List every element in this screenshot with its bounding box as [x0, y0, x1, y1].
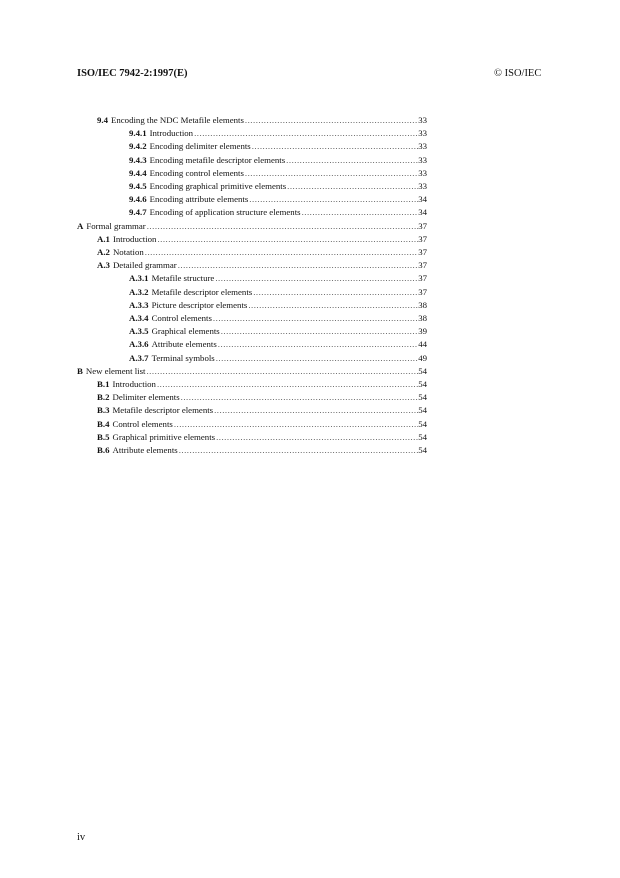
toc-entry: [77, 220, 427, 233]
toc-entry-number: A.3.6: [129, 339, 149, 350]
toc-entry: [129, 167, 427, 180]
toc-leader-dots: [213, 404, 418, 417]
toc-entry: [129, 299, 427, 312]
toc-entry-number: 9.4.5: [129, 181, 147, 191]
toc-entry-title: Control elements: [151, 313, 212, 323]
toc-entry: [97, 418, 427, 431]
toc-leader-dots: [178, 444, 419, 457]
toc-entry-number: B: [77, 365, 83, 376]
toc-entry-page: 54: [418, 418, 427, 429]
toc-entry-number: A.2: [97, 247, 110, 257]
toc-leader-dots: [251, 140, 418, 153]
toc-entry-number: B.3: [97, 405, 110, 416]
toc-leader-dots: [217, 338, 418, 351]
toc-entry: [97, 404, 427, 417]
toc-entry: [97, 259, 427, 272]
toc-entry-number: A.3.3: [129, 299, 149, 310]
toc-entry: [129, 193, 427, 206]
toc-entry-number: A.3.1: [129, 273, 149, 284]
toc-entry-title: Terminal symbols: [151, 352, 215, 363]
toc-entry-title: Encoding delimiter elements: [149, 141, 251, 152]
toc-entry-page: 37: [418, 220, 427, 231]
toc-entry-number: B.5: [97, 431, 110, 442]
toc-leader-dots: [248, 193, 418, 206]
toc-entry-number: B.4: [97, 418, 110, 429]
toc-entry-title: Introduction: [112, 233, 157, 244]
toc-entry-title: Encoding metafile descriptor elements: [149, 154, 286, 165]
toc-entry: [129, 154, 427, 167]
toc-entry-page: 37: [418, 273, 427, 284]
toc-entry-number: A.3.7: [129, 352, 149, 363]
toc-leader-dots: [244, 114, 418, 127]
toc-entry-page: 38: [418, 299, 427, 310]
toc-leader-dots: [145, 365, 418, 378]
toc-entry: [97, 444, 427, 457]
toc-leader-dots: [173, 418, 418, 431]
toc-entry-page: 33: [418, 154, 427, 165]
toc-entry-number: A: [77, 220, 84, 231]
toc-entry-number: 9.4.1: [129, 128, 147, 139]
toc-entry-page: 33: [418, 115, 427, 125]
toc-entry-title: Control elements: [112, 418, 173, 429]
toc-entry: [129, 325, 427, 338]
toc-entry-number: A.3: [97, 260, 110, 271]
toc-leader-dots: [252, 286, 418, 299]
toc-leader-dots: [193, 127, 418, 140]
toc-leader-dots: [286, 180, 418, 193]
toc-entry-page: 44: [418, 339, 427, 350]
toc-leader-dots: [146, 220, 418, 233]
toc-entry-page: 54: [418, 431, 427, 442]
toc-leader-dots: [301, 206, 419, 219]
toc-entry-title: Delimiter elements: [112, 392, 180, 403]
toc-entry-number: 9.4.4: [129, 167, 147, 178]
toc-leader-dots: [180, 391, 419, 404]
toc-entry-page: 37: [418, 247, 427, 257]
toc-entry-title: Graphical elements: [151, 326, 220, 337]
toc-entry-page: 38: [418, 313, 427, 323]
toc-entry: [129, 127, 427, 140]
toc-entry-number: 9.4.6: [129, 194, 147, 205]
toc-leader-dots: [244, 167, 418, 180]
toc-entry-title: Metafile descriptor elements: [151, 286, 253, 297]
toc-entry-page: 39: [418, 326, 427, 337]
toc-entry-page: 34: [418, 207, 427, 218]
toc-entry-number: 9.4.2: [129, 141, 147, 152]
toc-leader-dots: [212, 312, 418, 325]
toc-entry-page: 37: [418, 233, 427, 244]
toc-entry-number: 9.4: [97, 115, 108, 125]
toc-entry-number: B.2: [97, 392, 110, 403]
toc-entry-title: Notation: [112, 247, 144, 257]
toc-entry-title: Picture descriptor elements: [151, 299, 248, 310]
toc-leader-dots: [220, 325, 418, 338]
toc-entry: [97, 114, 427, 127]
toc-entry-title: Encoding graphical primitive elements: [149, 181, 287, 191]
toc-entry-page: 33: [418, 128, 427, 139]
toc-entry-number: A.3.5: [129, 326, 149, 337]
toc-entry: [97, 233, 427, 246]
toc-entry: [129, 206, 427, 219]
toc-entry-number: B.6: [97, 445, 110, 455]
toc-entry-page: 34: [418, 194, 427, 205]
document-standard-number: ISO/IEC 7942-2:1997(E): [77, 68, 188, 79]
toc-entry: [129, 180, 427, 193]
toc-entry: [129, 140, 427, 153]
toc-entry-page: 33: [418, 141, 427, 152]
toc-entry-page: 37: [418, 286, 427, 297]
toc-leader-dots: [214, 272, 418, 285]
toc-entry-title: Metafile descriptor elements: [112, 405, 214, 416]
toc-entry-page: 54: [418, 365, 427, 376]
toc-entry-page: 37: [418, 260, 427, 271]
toc-entry: [97, 378, 427, 391]
toc-entry-title: Detailed grammar: [112, 260, 177, 271]
toc-leader-dots: [247, 299, 418, 312]
toc-leader-dots: [156, 233, 418, 246]
toc-entry: [129, 286, 427, 299]
toc-leader-dots: [215, 352, 418, 365]
toc-entry-title: Attribute elements: [112, 445, 178, 455]
toc-entry-page: 33: [418, 167, 427, 178]
toc-entry: [129, 338, 427, 351]
copyright-notice: © ISO/IEC: [494, 68, 542, 79]
toc-entry-title: Encoding attribute elements: [149, 194, 249, 205]
toc-entry: [77, 365, 427, 378]
toc-entry: [97, 431, 427, 444]
toc-leader-dots: [156, 378, 418, 391]
toc-entry-title: Introduction: [112, 379, 156, 389]
toc-entry: [97, 246, 427, 259]
toc-entry-page: 33: [418, 181, 427, 191]
toc-leader-dots: [285, 154, 418, 167]
toc-entry-number: A.3.4: [129, 313, 149, 323]
toc-entry-page: 54: [418, 392, 427, 403]
toc-entry-page: 54: [418, 405, 427, 416]
toc-entry-title: New element list: [85, 365, 146, 376]
toc-entry-title: Encoding control elements: [149, 167, 244, 178]
toc-entry-title: Attribute elements: [151, 339, 217, 350]
toc-entry: [129, 352, 427, 365]
toc-entry-page: 49: [418, 352, 427, 363]
toc-entry-title: Encoding the NDC Metafile elements: [111, 115, 244, 125]
toc-entry: [97, 391, 427, 404]
toc-leader-dots: [177, 259, 419, 272]
toc-entry: [129, 312, 427, 325]
toc-entry-title: Graphical primitive elements: [112, 431, 216, 442]
toc-entry-number: A.1: [97, 233, 110, 244]
toc-entry-title: Introduction: [149, 128, 194, 139]
toc-entry: [129, 272, 427, 285]
page-number: iv: [77, 832, 86, 843]
toc-entry-number: A.3.2: [129, 286, 149, 297]
toc-entry-title: Formal grammar: [86, 220, 146, 231]
toc-entry-number: 9.4.7: [129, 207, 147, 218]
toc-leader-dots: [144, 246, 418, 259]
toc-entry-number: B.1: [97, 379, 110, 389]
toc-leader-dots: [215, 431, 418, 444]
toc-entry-title: Metafile structure: [151, 273, 215, 284]
toc-entry-number: 9.4.3: [129, 154, 147, 165]
toc-entry-page: 54: [418, 379, 427, 389]
toc-entry-page: 54: [418, 445, 427, 455]
toc-entry-title: Encoding of application structure elements: [149, 207, 301, 218]
